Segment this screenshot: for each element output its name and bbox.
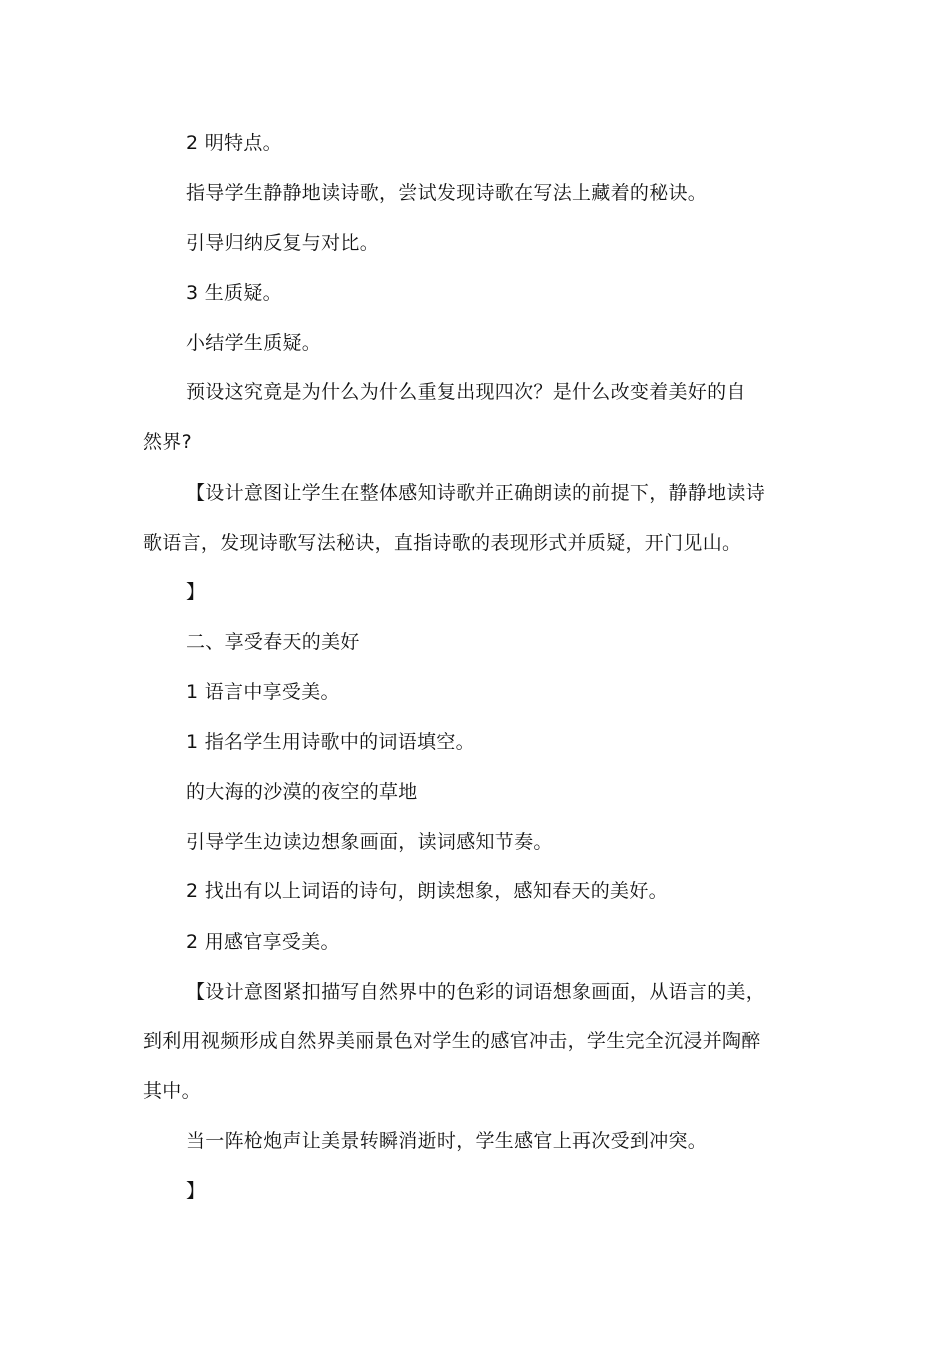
text-line: 2 用感官享受美。	[186, 931, 340, 953]
text-line: 然界?	[143, 431, 192, 453]
text-line: 歌语言，发现诗歌写法秘诀，直指诗歌的表现形式并质疑，开门见山。	[143, 532, 742, 554]
text-line: 1 指名学生用诗歌中的词语填空。	[186, 731, 475, 753]
text-line: 预设这究竟是为什么为什么重复出现四次？是什么改变着美好的自	[186, 381, 746, 403]
section-heading: 二、享受春天的美好	[186, 631, 360, 653]
design-intent-note: 【设计意图让学生在整体感知诗歌并正确朗读的前提下，静静地读诗	[186, 482, 766, 504]
text-line: 引导学生边读边想象画面，读词感知节奏。	[186, 831, 553, 853]
text-line: 2 找出有以上词语的诗句，朗读想象，感知春天的美好。	[186, 880, 668, 902]
text-line: 3 生质疑。	[186, 282, 282, 304]
text-line: 小结学生质疑。	[186, 332, 322, 354]
text-line: 2 明特点。	[186, 132, 282, 154]
text-line: 到利用视频形成自然界美丽景色对学生的感官冲击，学生完全沉浸并陶醉	[143, 1030, 761, 1052]
text-line: 指导学生静静地读诗歌，尝试发现诗歌在写法上藏着的秘诀。	[186, 182, 708, 204]
text-line: 引导归纳反复与对比。	[186, 232, 380, 254]
design-intent-note: 【设计意图紧扣描写自然界中的色彩的词语想象画面，从语言的美，	[186, 981, 766, 1003]
text-line: 的大海的沙漠的夜空的草地	[186, 781, 418, 803]
text-line: 当一阵枪炮声让美景转瞬消逝时，学生感官上再次受到冲突。	[186, 1130, 708, 1152]
closing-bracket: 】	[186, 1180, 206, 1202]
closing-bracket: 】	[186, 581, 206, 603]
text-line: 其中。	[143, 1080, 201, 1102]
text-line: 1 语言中享受美。	[186, 681, 340, 703]
